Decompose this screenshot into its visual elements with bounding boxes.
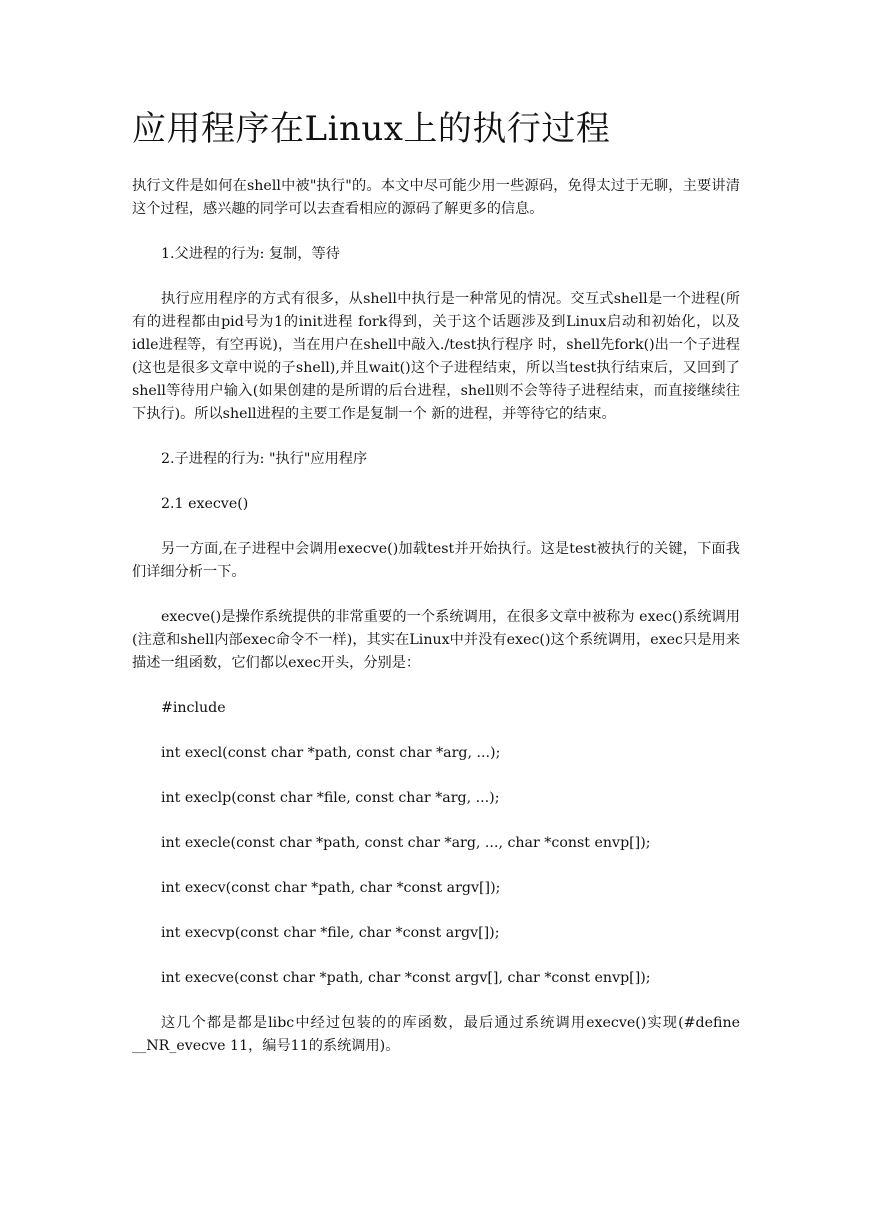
code-line-execlp: int execlp(const char *file, const char *arg, ...); [161,790,500,806]
code-line-include: #include [161,700,226,716]
code-line-execve: int execve(const char *path, char *const argv[], char *const envp[]); [161,970,651,986]
section-heading-parent: 1.父进程的行为: 复制，等待 [161,246,340,262]
code-line-execvp: int execvp(const char *file, char *const argv[]); [161,925,500,941]
subsection-heading-execve: 2.1 execve() [161,496,249,512]
code-line-execv: int execv(const char *path, char *const argv[]); [161,880,501,896]
libc-wrapper-paragraph: 这几个都是都是libc中经过包装的的库函数，最后通过系统调用execve()实现(#define __NR_evecve 11，编号11的系统调用)。 [132,1015,740,1054]
code-line-execl: int execl(const char *path, const char *arg, ...); [161,745,501,761]
document-page [132,108,740,1080]
intro-paragraph: 执行文件是如何在shell中被"执行"的。本文中尽可能少用一些源码，免得太过于无聊，主要讲清这个过程，感兴趣的同学可以去查看相应的源码了解更多的信息。 [132,178,740,217]
execve-description-paragraph: execve()是操作系统提供的非常重要的一个系统调用，在很多文章中被称为 exec()系统调用(注意和shell内部exec命令不一样)，其实在Linux中并没有exec()这个系统调用，exec只是用来描述一组函数，它们都以exec开头，分别是： [132,609,740,671]
page-title: 应用程序在Linux上的执行过程 [132,109,611,149]
execve-intro-paragraph: 另一方面,在子进程中会调用execve()加载test并开始执行。这是test被执行的关键，下面我们详细分析一下。 [132,541,740,580]
section-heading-child: 2.子进程的行为: "执行"应用程序 [161,451,368,467]
parent-process-paragraph: 执行应用程序的方式有很多，从shell中执行是一种常见的情况。交互式shell是一个进程(所有的进程都由pid号为1的init进程 fork得到，关于这个话题涉及到Linux启动和初始化，以及idle进程等，有空再说)，当在用户在shell中敲入./test执行程序 时，shell先fork()出一个子进程(这也是很多文章中说的子shell),并且wait()这个子进程结束，所以当test执行结束后，又回到了 shell等待用户输入(如果创建的是所谓的后台进程，shell则不会等待子进程结束，而直接继续往下执行)。所以shell进程的主要工作是复制一个 新的进程，并等待它的结束。 [132,291,740,422]
code-line-execle: int execle(const char *path, const char *arg, ..., char *const envp[]); [161,835,651,851]
